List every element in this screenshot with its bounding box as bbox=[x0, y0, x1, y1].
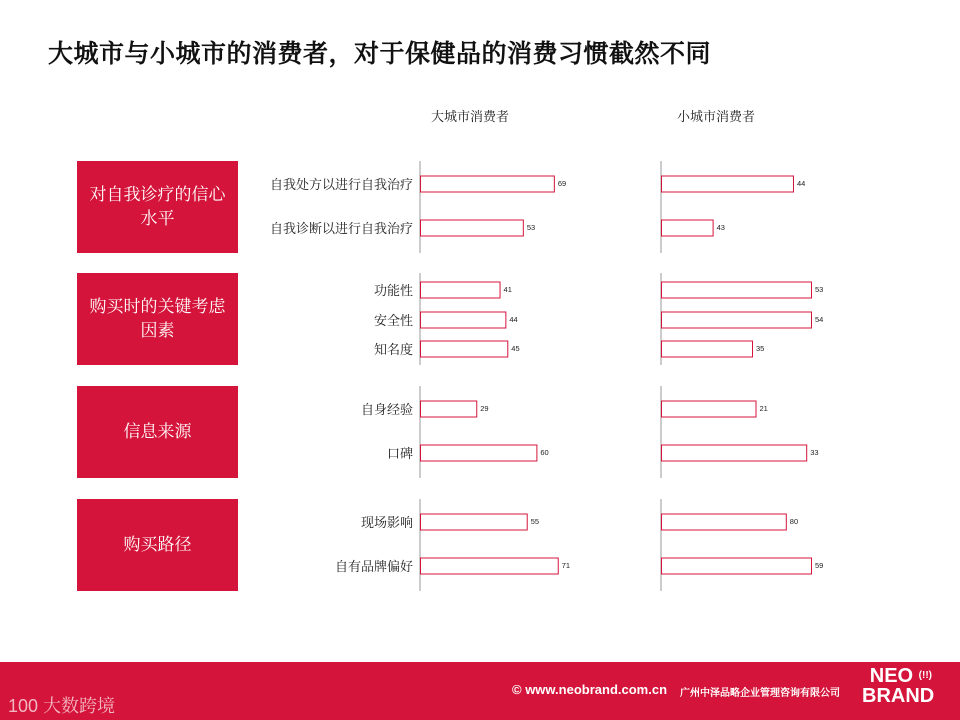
footer-company: 广州中泽品略企业管理咨询有限公司 bbox=[680, 688, 840, 699]
bar-small-city bbox=[662, 282, 812, 298]
row-label: 功能性 bbox=[373, 283, 413, 298]
brand-logo-line1: NEO bbox=[869, 665, 914, 687]
category-box-info-source: 信息来源 bbox=[77, 386, 238, 478]
bar-small-city bbox=[662, 514, 787, 530]
data-label-big-city: 60 bbox=[540, 448, 549, 457]
bar-big-city bbox=[421, 220, 524, 236]
bar-small-city bbox=[662, 445, 807, 461]
category-box-confidence: 对自我诊疗的信心水平 bbox=[77, 161, 238, 253]
bar-big-city bbox=[421, 312, 506, 328]
bar-big-city bbox=[421, 401, 477, 417]
data-label-big-city: 71 bbox=[561, 561, 571, 570]
data-label-small-city: 35 bbox=[756, 344, 765, 353]
bar-big-city bbox=[421, 341, 508, 357]
bar-small-city bbox=[662, 176, 794, 192]
row-label: 现场影响 bbox=[360, 515, 413, 530]
category-box-purchase-path: 购买路径 bbox=[77, 499, 238, 591]
row-label: 自我处方以进行自我治疗 bbox=[269, 177, 413, 192]
brand-logo-mark: (!!) bbox=[918, 670, 932, 681]
row-label: 安全性 bbox=[373, 313, 413, 328]
row-label: 知名度 bbox=[373, 342, 413, 357]
data-label-big-city: 44 bbox=[509, 315, 518, 324]
data-label-small-city: 53 bbox=[815, 285, 824, 294]
bar-big-city bbox=[421, 558, 559, 574]
row-label: 口碑 bbox=[386, 446, 413, 461]
data-label-big-city: 41 bbox=[503, 285, 512, 294]
data-label-small-city: 44 bbox=[797, 179, 806, 188]
footer-bar bbox=[0, 662, 960, 720]
column-header-small-city: 小城市消费者 bbox=[677, 109, 756, 124]
brand-logo bbox=[862, 665, 935, 707]
data-label-big-city: 29 bbox=[480, 404, 489, 413]
row-label: 自我诊断以进行自我治疗 bbox=[269, 221, 413, 236]
data-label-big-city: 55 bbox=[530, 517, 540, 526]
data-label-small-city: 21 bbox=[759, 404, 768, 413]
category-box-key-factors: 购买时的关键考虑因素 bbox=[77, 273, 238, 365]
data-label-big-city: 69 bbox=[557, 179, 567, 188]
row-label: 自有品牌偏好 bbox=[334, 559, 413, 574]
bar-small-city bbox=[662, 341, 753, 357]
bar-small-city bbox=[662, 220, 714, 236]
data-label-small-city: 80 bbox=[789, 517, 799, 526]
data-label-small-city: 43 bbox=[716, 223, 725, 232]
data-label-small-city: 54 bbox=[815, 315, 824, 324]
data-label-big-city: 53 bbox=[526, 223, 536, 232]
data-label-small-city: 33 bbox=[810, 448, 819, 457]
bar-small-city bbox=[662, 558, 812, 574]
row-label: 自身经验 bbox=[360, 402, 413, 417]
data-label-big-city: 45 bbox=[511, 344, 520, 353]
watermark-logo: 100 大数跨境 bbox=[8, 696, 116, 716]
data-label-small-city: 59 bbox=[815, 561, 824, 570]
bar-big-city bbox=[421, 176, 555, 192]
bar-big-city bbox=[421, 282, 501, 298]
bar-big-city bbox=[421, 514, 528, 530]
bar-big-city bbox=[421, 445, 537, 461]
brand-logo-line2: BRAND bbox=[862, 685, 935, 707]
bar-small-city bbox=[662, 312, 812, 328]
page-title: 大城市与小城市的消费者，对于保健品的消费习惯截然不同 bbox=[48, 40, 712, 68]
footer-website: © www.neobrand.com.cn bbox=[512, 682, 668, 697]
bar-small-city bbox=[662, 401, 757, 417]
column-header-big-city: 大城市消费者 bbox=[431, 109, 510, 124]
